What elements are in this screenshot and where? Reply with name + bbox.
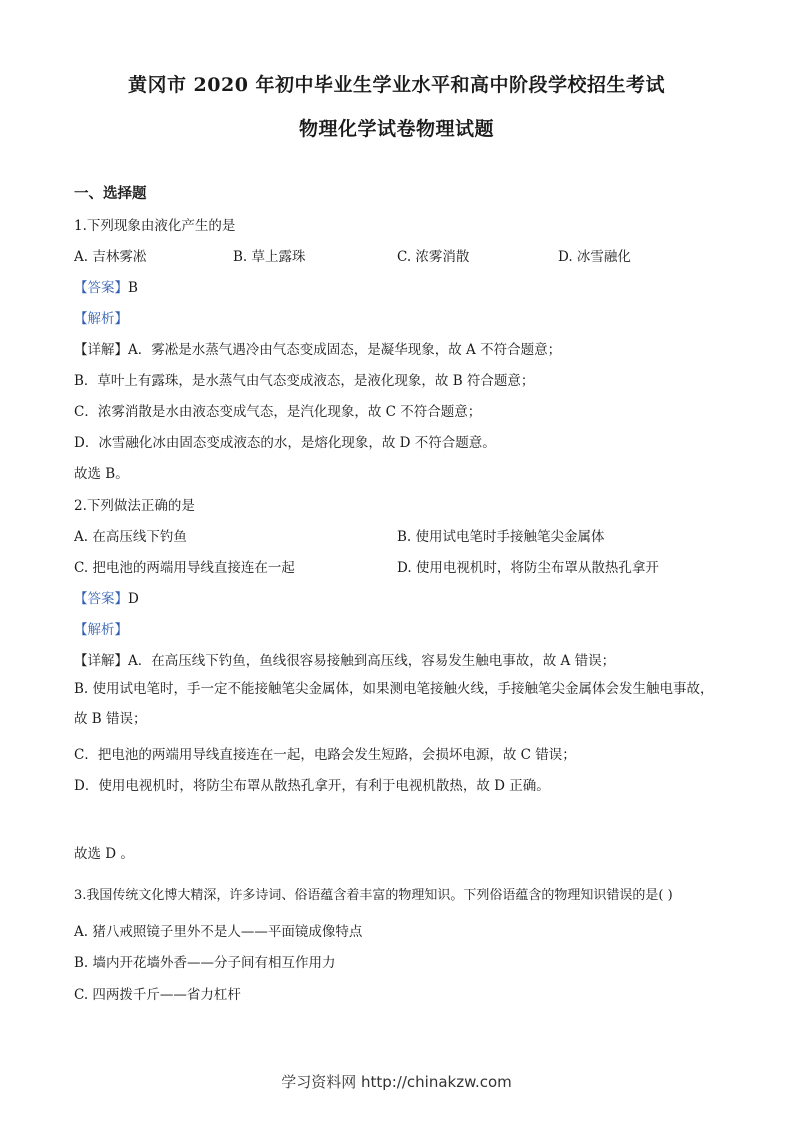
- q2-detail-d: D．使用电视机时，将防尘布罩从散热孔拿开，有利于电视机散热，故 D 正确。: [74, 778, 550, 794]
- q2-option-d: D. 使用电视机时，将防尘布罩从散热孔拿开: [397, 560, 659, 576]
- exam-subtitle: 物理化学试卷物理试题: [298, 118, 494, 140]
- q1-detail-a: 【详解】A．雾凇是水蒸气遇冷由气态变成固态，是凝华现象，故 A 不符合题意；: [74, 342, 562, 358]
- q2-option-b: B. 使用试电笔时手接触笔尖金属体: [397, 529, 605, 545]
- q1-option-c: C. 浓雾消散: [397, 249, 470, 265]
- q3-option-a: A. 猪八戒照镜子里外不是人——平面镜成像特点: [74, 924, 363, 940]
- q1-detail-d: D．冰雪融化冰由固态变成液态的水，是熔化现象，故 D 不符合题意。: [74, 435, 496, 451]
- q1-stem: 1.下列现象由液化产生的是: [74, 218, 236, 234]
- q1-answer: B: [128, 280, 138, 296]
- q2-option-c: C. 把电池的两端用导线直接连在一起: [74, 560, 295, 576]
- q1-analysis-tag: 【解析】: [74, 311, 128, 327]
- q1-conclusion: 故选 B。: [74, 466, 129, 482]
- q2-detail-a: 【详解】A．在高压线下钓鱼，鱼线很容易接触到高压线，容易发生触电事故，故 A 错误；: [74, 653, 616, 669]
- q1-option-d: D. 冰雪融化: [558, 249, 631, 265]
- footer-watermark: 学习资料网 http://chinakzw.com: [281, 1073, 512, 1091]
- q1-detail-b: B．草叶上有露珠，是水蒸气由气态变成液态，是液化现象，故 B 符合题意；: [74, 373, 535, 389]
- q1-detail-c: C．浓雾消散是水由液态变成气态，是汽化现象，故 C 不符合题意；: [74, 404, 482, 420]
- q2-conclusion: 故选 D 。: [74, 846, 134, 862]
- q3-stem: 3.我国传统文化博大精深，许多诗词、俗语蕴含着丰富的物理知识。下列俗语蕴含的物理知识错误的是( ): [74, 888, 673, 903]
- section-heading: 一、选择题: [74, 185, 147, 202]
- q3-option-c: C. 四两拨千斤——省力杠杆: [74, 987, 241, 1003]
- q2-option-a: A. 在高压线下钓鱼: [74, 529, 187, 545]
- q3-option-b: B. 墙内开花墙外香——分子间有相互作用力: [74, 955, 336, 971]
- q2-detail-c: C．把电池的两端用导线直接连在一起，电路会发生短路，会损坏电源，故 C 错误；: [74, 747, 576, 763]
- exam-title: 黄冈市 2020 年初中毕业生学业水平和高中阶段学校招生考试: [127, 74, 666, 96]
- q2-stem: 2.下列做法正确的是: [74, 498, 195, 514]
- q1-option-a: A. 吉林雾凇: [74, 249, 147, 265]
- q1-answer-line: [74, 276, 138, 296]
- q2-detail-b: B. 使用试电笔时，手一定不能接触笔尖金属体，如果测电笔接触火线，手接触笔尖金属体会发生触电事故，故 B 错误；: [74, 681, 714, 727]
- q2-analysis-tag: 【解析】: [74, 622, 128, 638]
- answer-tag: 【答案】: [74, 280, 128, 296]
- q2-answer: D: [128, 591, 139, 607]
- answer-tag: 【答案】: [74, 591, 128, 607]
- q2-answer-line: [74, 587, 139, 607]
- q1-option-b: B. 草上露珠: [233, 249, 306, 265]
